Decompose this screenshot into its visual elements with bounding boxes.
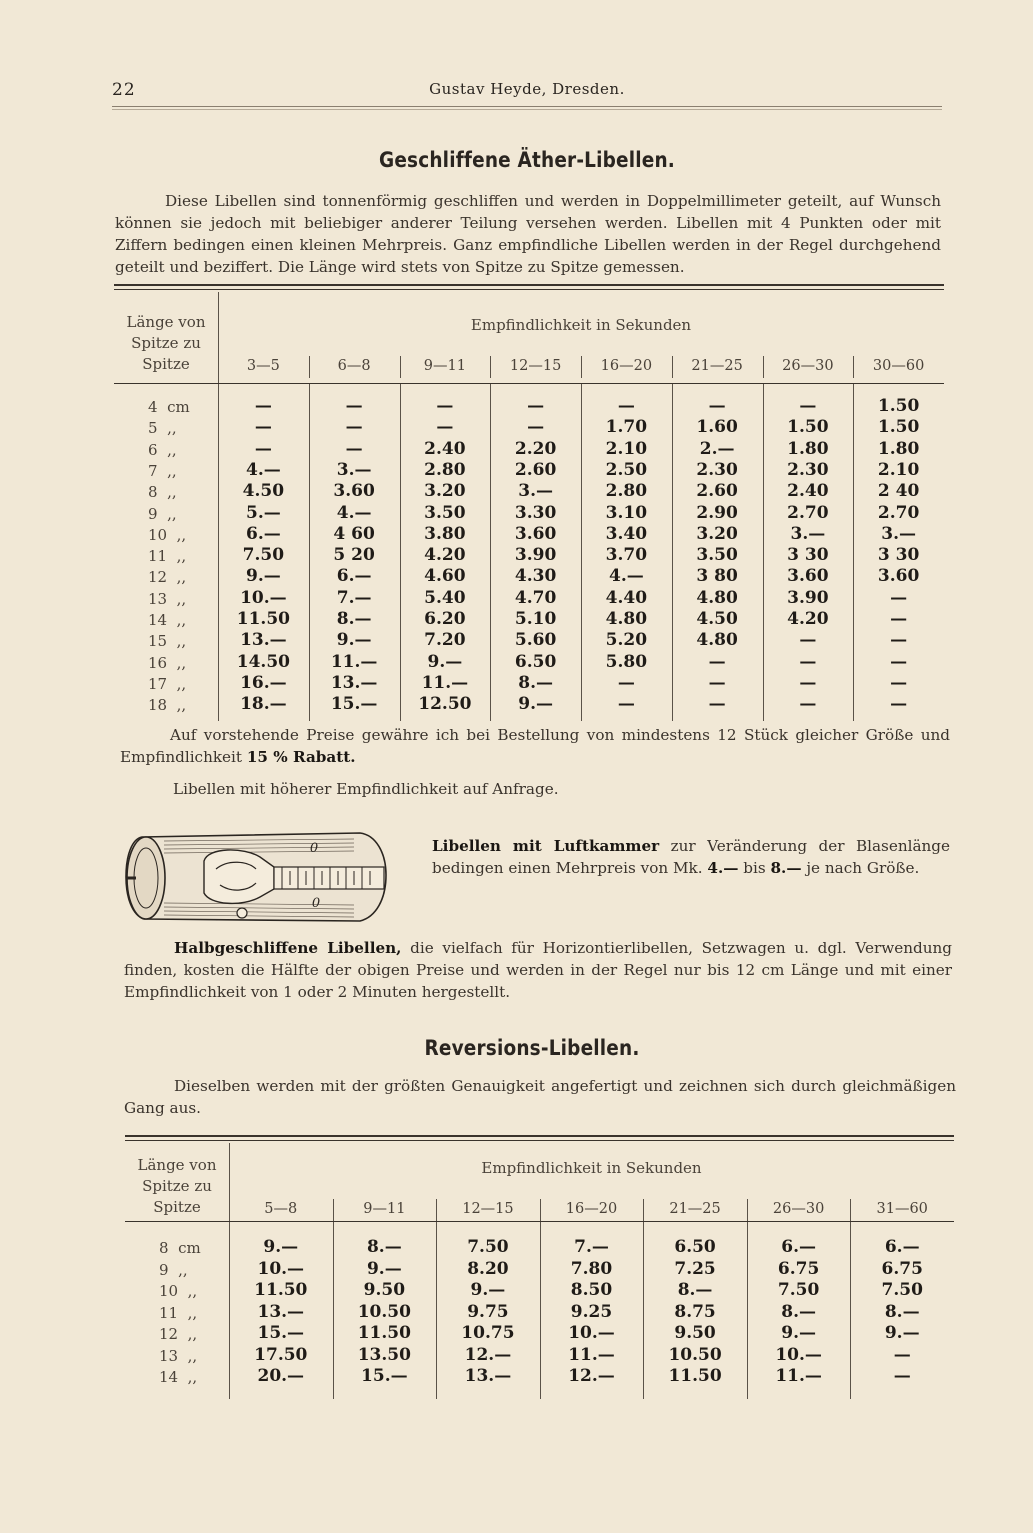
price-cell: 2.60 — [514, 459, 557, 480]
column-header: 31—60 — [876, 1201, 928, 1217]
row-label: 14 ,, — [148, 611, 187, 629]
price-cell: 10.— — [240, 587, 287, 608]
column-group-header: Empfindlichkeit in Sekunden — [481, 1159, 702, 1177]
column-header: 16—20 — [565, 1201, 618, 1217]
price-cell: 3.30 — [514, 502, 557, 523]
price-cell: 10.— — [568, 1323, 615, 1343]
price-cell: 13.— — [240, 630, 287, 651]
price-cell: 16.— — [240, 672, 287, 693]
column-divider-header — [672, 356, 673, 378]
column-header: 12—15 — [462, 1201, 514, 1217]
row-label: 10 ,, — [148, 525, 187, 544]
row-label: 9 ,, — [148, 504, 177, 523]
half-ground-paragraph — [124, 937, 952, 1003]
row-header-line: Spitze zu — [131, 334, 201, 352]
page-number: 22 — [112, 80, 136, 100]
price-cell: 4.80 — [696, 587, 738, 608]
column-divider-header — [400, 356, 401, 378]
row-label: 14 ,, — [159, 1368, 198, 1386]
price-cell: 2.80 — [424, 459, 466, 480]
price-cell: 1.50 — [787, 417, 829, 438]
column-divider-header — [490, 356, 491, 378]
price-cell: — — [345, 417, 363, 438]
section-title-reversions-libellen: Reversions-Libellen. — [424, 1036, 640, 1060]
column-header: 5—8 — [264, 1201, 298, 1217]
price-cell: 11.50 — [254, 1280, 308, 1300]
price-cell: 4.80 — [605, 609, 648, 629]
price-cell: 9.— — [263, 1237, 299, 1257]
column-divider-header — [436, 1199, 437, 1221]
price-cell: 4.— — [336, 502, 372, 523]
price-cell: 7.80 — [570, 1258, 613, 1279]
air-chamber-paragraph — [432, 835, 950, 879]
column-header: 26—30 — [782, 358, 834, 374]
price-cell: 18.— — [240, 694, 287, 715]
column-header: 9—11 — [423, 358, 466, 374]
price-cell: 10.75 — [461, 1323, 515, 1343]
price-cell: 3.— — [336, 459, 372, 480]
column-header: 26—30 — [772, 1201, 825, 1217]
half-ground-text: die vielfach für Horizontierlibellen, Setzwagen u. dgl. Verwendung finden, kosten die Hälfte der obigen Preise und werden in der Regel nur bis 12 cm Länge und mit einer Empfindlichkeit von 1 oder 2 Minuten hergestellt. — [124, 939, 953, 1001]
price-cell: 2.10 — [877, 459, 920, 480]
header-bottom-rule — [114, 383, 944, 384]
discount-amount: 15 % Rabatt. — [246, 748, 356, 766]
higher-sensitivity-note: Libellen mit höherer Empfindlichkeit auf Anfrage. — [173, 780, 559, 798]
price-cell: 2.70 — [877, 502, 920, 523]
price-cell: 5.60 — [514, 630, 557, 651]
price-cell: 11.— — [775, 1366, 822, 1386]
row-label: 10 ,, — [159, 1282, 198, 1300]
price-cell: 3.50 — [424, 502, 466, 523]
column-header: 16—20 — [600, 358, 653, 374]
column-divider-header — [853, 356, 854, 378]
air-chamber-price-to: 8.— — [770, 859, 802, 877]
price-cell: — — [436, 417, 454, 438]
price-cell: 6.— — [336, 566, 372, 587]
row-label: 9 ,, — [159, 1260, 188, 1279]
column-divider-header — [850, 1199, 851, 1221]
price-cell: 8.20 — [467, 1258, 509, 1279]
price-cell: 9.— — [246, 566, 281, 587]
row-label: 8 ,, — [148, 483, 177, 502]
row-header — [114, 312, 218, 375]
scale-zero-mark-top: 0 — [309, 841, 319, 856]
price-cell: 9.— — [427, 651, 463, 672]
price-cell: 2.10 — [605, 438, 648, 459]
price-cell: 7.50 — [777, 1280, 820, 1300]
price-cell: 6.— — [246, 523, 281, 544]
price-cell: 9.50 — [363, 1280, 406, 1300]
row-label: 7 ,, — [148, 461, 177, 480]
price-cell: 11.50 — [236, 609, 290, 629]
price-cell: 3.60 — [787, 566, 829, 587]
price-cell: 3.20 — [696, 523, 738, 544]
price-cell: 6.50 — [674, 1237, 716, 1257]
price-cell: — — [708, 651, 726, 672]
price-cell: 2.20 — [514, 438, 557, 459]
price-cell: 2.30 — [696, 459, 738, 480]
row-header-line: Spitze zu — [142, 1177, 212, 1195]
half-ground-heading: Halbgeschliffene Libellen, — [174, 939, 402, 957]
row-label: 8 cm — [159, 1239, 201, 1257]
price-cell: 6.— — [781, 1237, 816, 1257]
discount-text: Auf vorstehende Preise gewähre ich bei Bestellung von mindestens 12 Stück gleicher Größe und Empfindlichkeit — [120, 726, 950, 766]
column-header: 3—5 — [246, 358, 280, 374]
price-cell: 2.40 — [424, 438, 466, 459]
price-cell: 8.— — [884, 1301, 920, 1322]
price-cell: 1.80 — [787, 438, 829, 459]
row-label: 12 ,, — [159, 1325, 198, 1343]
price-cell: 1.80 — [877, 438, 920, 459]
price-cell: 9.— — [336, 630, 372, 651]
price-cell: 4.60 — [424, 566, 466, 587]
table-top-rule — [114, 284, 944, 286]
price-cell: 2.50 — [605, 459, 648, 480]
price-cell: — — [254, 396, 272, 416]
row-header-line: Länge von — [137, 1156, 217, 1174]
price-cell: 12.50 — [418, 694, 472, 715]
price-cell: — — [708, 694, 726, 715]
price-cell: 9.50 — [674, 1323, 716, 1343]
price-cell: 3 30 — [787, 545, 829, 566]
price-cell: 15.— — [361, 1366, 408, 1386]
price-cell: 4.30 — [514, 566, 557, 587]
price-cell: 4.— — [246, 459, 281, 480]
price-cell: 4 60 — [333, 523, 375, 544]
price-cell: 13.50 — [357, 1344, 411, 1365]
row-label: 17 ,, — [148, 674, 187, 693]
row-label: 11 ,, — [159, 1303, 198, 1322]
price-cell: 5.20 — [605, 630, 648, 651]
price-cell: 5.40 — [424, 587, 466, 608]
price-cell: 2.— — [699, 438, 735, 459]
price-cell: 4.— — [609, 566, 644, 587]
row-label: 6 ,, — [148, 440, 177, 459]
air-chamber-end: je nach Größe. — [806, 859, 920, 877]
price-cell: 15.— — [330, 694, 378, 715]
column-divider-header — [747, 1199, 748, 1221]
scale-zero-mark-bottom: 0 — [311, 896, 321, 911]
price-cell: 10.— — [257, 1258, 305, 1279]
header-bottom-rule — [125, 1221, 954, 1222]
price-cell: 6.— — [884, 1237, 920, 1257]
header-rule — [112, 106, 942, 107]
column-group-header: Empfindlichkeit in Sekunden — [470, 316, 692, 334]
price-cell: — — [890, 630, 908, 651]
price-cell: 1.60 — [696, 417, 738, 438]
column-divider-header — [763, 356, 764, 378]
price-cell: 7.— — [336, 587, 372, 608]
price-cell: 4.40 — [605, 587, 648, 608]
price-cell: 3.— — [790, 523, 826, 544]
price-cell: 8.— — [366, 1237, 402, 1257]
price-cell: 9.25 — [570, 1301, 613, 1322]
price-cell: — — [617, 694, 635, 715]
price-cell: 2 40 — [877, 481, 920, 502]
air-chamber-price-from: 4.— — [707, 859, 739, 877]
price-cell: — — [890, 694, 908, 715]
row-header — [125, 1155, 229, 1218]
price-cell: 13.— — [330, 672, 378, 693]
price-cell: 8.75 — [674, 1301, 716, 1322]
column-header: 21—25 — [669, 1201, 721, 1217]
price-cell: 5 20 — [333, 545, 375, 566]
price-cell: 8.— — [677, 1280, 713, 1300]
price-cell: 3.70 — [605, 545, 648, 566]
price-cell: 4.20 — [787, 609, 829, 629]
price-cell: 8.— — [518, 672, 553, 693]
publisher-name: Gustav Heyde, Dresden. — [429, 80, 625, 98]
price-cell: 8.— — [336, 609, 372, 629]
price-table-reversion — [125, 1135, 954, 1400]
header-rule-secondary — [112, 109, 942, 110]
column-header: 9—11 — [363, 1201, 406, 1217]
price-cell: — — [527, 417, 545, 438]
intro-paragraph-reversion: Dieselben werden mit der größten Genauigkeit angefertigt und zeichnen sich durch gleichmäßigen Gang aus. — [124, 1077, 956, 1117]
column-divider-header — [333, 1199, 334, 1221]
price-cell: 5.10 — [514, 609, 557, 629]
row-header-line: Länge von — [126, 313, 206, 331]
price-cell: 6.20 — [424, 609, 466, 629]
price-cell: 3.60 — [333, 481, 375, 502]
price-cell: 3.10 — [605, 502, 648, 523]
price-cell: — — [436, 396, 454, 416]
price-cell: — — [617, 672, 635, 693]
price-cell: 2.60 — [696, 481, 738, 502]
price-cell: 13.— — [464, 1366, 512, 1386]
row-label: 4 cm — [148, 398, 190, 416]
column-header: 6—8 — [337, 358, 371, 374]
row-label: 13 ,, — [159, 1346, 198, 1365]
price-cell: — — [345, 396, 363, 416]
row-label: 16 ,, — [148, 653, 187, 672]
price-cell: — — [708, 396, 726, 416]
column-header: 30—60 — [872, 358, 925, 374]
price-cell: 4.80 — [696, 630, 738, 651]
price-cell: 11.— — [421, 672, 469, 693]
price-cell: 7.50 — [881, 1280, 923, 1300]
price-cell: 3.90 — [514, 545, 557, 566]
row-label: 5 ,, — [148, 419, 177, 438]
price-cell: 3.— — [881, 523, 916, 544]
price-cell: — — [890, 609, 908, 629]
column-divider-header — [309, 356, 310, 378]
price-cell: 17.50 — [254, 1344, 308, 1365]
price-cell: 1.70 — [605, 417, 648, 438]
discount-paragraph — [120, 724, 950, 768]
price-cell: 8.50 — [570, 1280, 613, 1300]
price-cell: 9.— — [781, 1323, 816, 1343]
price-cell: 4.20 — [424, 545, 466, 566]
air-chamber-text: zur Veränderung der Blasenlänge bedingen einen Mehrpreis von Mk. — [432, 837, 951, 877]
price-cell: 9.— — [884, 1323, 920, 1343]
price-cell: 9.— — [470, 1280, 506, 1300]
price-cell: 9.75 — [467, 1301, 509, 1322]
air-chamber-heading: Libellen mit Luftkammer — [432, 837, 660, 855]
price-cell: — — [254, 438, 272, 459]
table-top-rule-secondary — [125, 1140, 954, 1141]
price-cell: 10.— — [775, 1344, 822, 1365]
column-header: 21—25 — [691, 358, 743, 374]
price-cell: — — [893, 1366, 911, 1386]
price-cell: 2.40 — [787, 481, 829, 502]
table-top-rule-secondary — [114, 289, 944, 290]
row-label: 11 ,, — [148, 547, 187, 566]
table-top-rule — [125, 1135, 954, 1137]
price-cell: — — [890, 672, 908, 693]
price-cell: — — [617, 396, 635, 416]
price-cell: — — [799, 672, 817, 693]
price-cell: 12.— — [464, 1344, 512, 1365]
price-cell: 7.20 — [424, 630, 466, 651]
row-label: 12 ,, — [148, 568, 187, 587]
price-cell: 3.50 — [696, 545, 738, 566]
column-header: 12—15 — [509, 358, 562, 374]
price-cell: 11.— — [330, 651, 378, 672]
price-cell: 3.60 — [514, 523, 557, 544]
price-cell: 3 30 — [877, 545, 920, 566]
running-head — [112, 78, 942, 102]
price-cell: 6.75 — [777, 1258, 820, 1279]
price-cell: 3 80 — [696, 566, 738, 587]
price-cell: 11.— — [568, 1344, 615, 1365]
price-cell: 13.— — [257, 1301, 305, 1322]
price-cell: 2.70 — [787, 502, 829, 523]
price-cell: 14.50 — [236, 651, 290, 672]
row-label: 15 ,, — [148, 632, 187, 651]
price-cell: — — [799, 651, 817, 672]
price-cell: 4.50 — [696, 609, 738, 629]
price-cell: — — [708, 672, 726, 693]
price-cell: 11.50 — [357, 1323, 411, 1343]
row-label: 13 ,, — [148, 589, 187, 608]
price-cell: 7.50 — [242, 545, 285, 566]
price-cell: — — [527, 396, 545, 416]
price-cell: 8.— — [781, 1301, 816, 1322]
price-cell: 1.50 — [877, 417, 920, 438]
price-cell: 9.— — [366, 1258, 402, 1279]
price-cell: — — [890, 651, 908, 672]
price-cell: — — [799, 396, 817, 416]
price-cell: 10.50 — [668, 1344, 722, 1365]
price-cell: 7.25 — [674, 1258, 716, 1279]
price-table-aether — [114, 284, 944, 724]
price-cell: 6.50 — [514, 651, 557, 672]
price-cell: 3.40 — [605, 523, 648, 544]
price-cell: — — [799, 694, 817, 715]
price-cell: 6.75 — [881, 1258, 923, 1279]
price-cell: 4.70 — [514, 587, 557, 608]
price-cell: 2.90 — [696, 502, 738, 523]
price-cell: 3.60 — [877, 566, 920, 587]
price-cell: 1.50 — [877, 396, 920, 416]
price-cell: 10.50 — [357, 1301, 411, 1322]
column-divider-header — [643, 1199, 644, 1221]
intro-paragraph-aether: Diese Libellen sind tonnenförmig geschliffen und werden in Doppelmillimeter geteilt, auf Wunsch können sie jedoch mit beliebiger anderer Teilung versehen werden. Libellen mit 4 Punkten oder mit Ziffern bedingen einen kleinen Mehrpreis. Ganz empfindliche Libellen werden in der Regel durchgehend geteilt und beziffert. Die Länge wird stets von Spitze zu Spitze gemessen. — [115, 192, 941, 276]
price-cell: 2.80 — [605, 481, 648, 502]
graduation-scale — [274, 867, 384, 889]
column-divider-header — [540, 1199, 541, 1221]
price-cell: 3.90 — [787, 587, 829, 608]
section-title-aether-libellen: Geschliffene Äther-Libellen. — [378, 148, 676, 172]
row-label: 18 ,, — [148, 696, 187, 715]
price-cell: — — [799, 630, 817, 651]
price-cell: 20.— — [257, 1366, 305, 1386]
price-cell: — — [890, 587, 908, 608]
price-cell: 5.80 — [605, 651, 648, 672]
row-header-line: Spitze — [142, 355, 190, 373]
price-cell: 15.— — [257, 1323, 305, 1343]
price-cell: — — [254, 417, 272, 438]
air-chamber-vial-illustration — [124, 823, 394, 929]
row-header-line: Spitze — [153, 1198, 201, 1216]
price-cell: — — [345, 438, 363, 459]
price-cell: 2.30 — [787, 459, 829, 480]
price-cell: — — [893, 1344, 911, 1365]
price-cell: 3.20 — [424, 481, 466, 502]
price-cell: 9.— — [518, 694, 553, 715]
price-cell: 11.50 — [668, 1366, 722, 1386]
price-cell: 3.— — [518, 481, 553, 502]
column-divider-header — [581, 356, 582, 378]
price-cell: 5.— — [246, 502, 281, 523]
price-cell: 3.80 — [424, 523, 466, 544]
air-chamber-bis: bis — [743, 859, 766, 877]
price-cell: 7.50 — [467, 1237, 509, 1257]
price-cell: 7.— — [574, 1237, 609, 1257]
price-cell: 4.50 — [242, 481, 285, 502]
price-cell: 12.— — [568, 1366, 615, 1386]
